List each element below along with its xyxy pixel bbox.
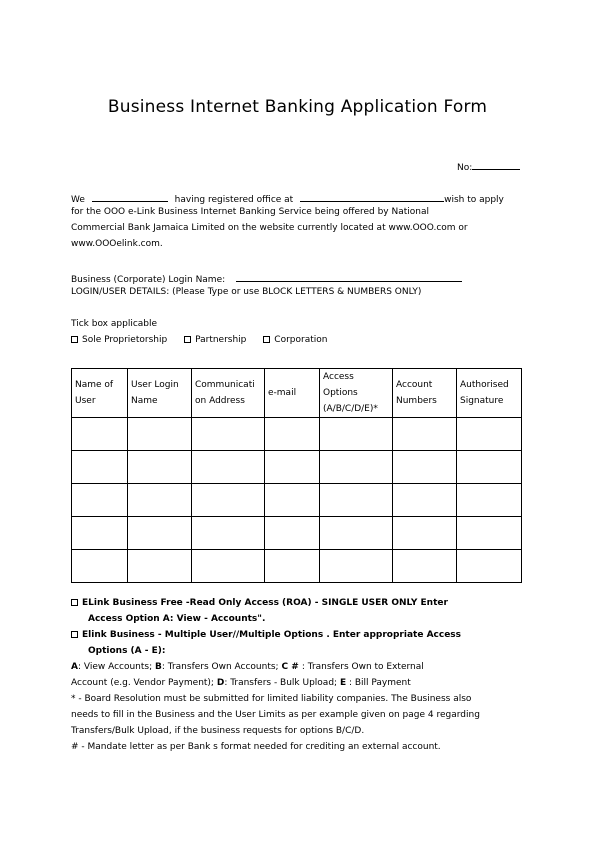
table-cell[interactable] xyxy=(457,517,522,550)
entity-type-options xyxy=(71,335,327,345)
table-cell[interactable] xyxy=(393,484,457,517)
access-legend-line1: A: View Accounts; B: Transfers Own Accounts; C # : Transfers Own to External xyxy=(71,662,424,672)
option-roa xyxy=(71,598,448,608)
checkbox-partnership[interactable] xyxy=(184,336,191,343)
option-label: Partnership xyxy=(195,335,247,345)
para-line-2: for the OOO e-Link Business Internet Banking Service being offered by National xyxy=(71,207,429,217)
header-account-numbers: Account Numbers xyxy=(393,369,457,418)
table-row xyxy=(72,550,522,583)
option-label: Corporation xyxy=(274,335,328,345)
note-mandate-letter: # - Mandate letter as per Bank s format needed for crediting an external account. xyxy=(71,742,441,752)
table-cell[interactable] xyxy=(192,550,265,583)
table-cell[interactable] xyxy=(128,451,192,484)
note-board-resolution: * - Board Resolution must be submitted for limited liability companies. The Business also xyxy=(71,694,472,704)
table-cell[interactable] xyxy=(72,484,128,517)
table-cell[interactable] xyxy=(128,550,192,583)
office-label: having registered office at xyxy=(174,195,294,205)
table-cell[interactable] xyxy=(265,550,320,583)
table-cell[interactable] xyxy=(265,517,320,550)
checkbox-corporation[interactable] xyxy=(263,336,270,343)
tick-heading: Tick box applicable xyxy=(71,319,158,329)
table-cell[interactable] xyxy=(192,484,265,517)
para-line-3: Commercial Bank Jamaica Limited on the website currently located at www.OOO.com or xyxy=(71,223,468,233)
form-number-label: No: xyxy=(457,163,473,173)
table-cell[interactable] xyxy=(128,484,192,517)
table-row xyxy=(72,418,522,451)
table-cell[interactable] xyxy=(393,418,457,451)
login-name-field[interactable] xyxy=(236,271,462,282)
option-roa-line2: Access Option A: View - Accounts". xyxy=(88,614,266,624)
header-name-of-user: Name of User xyxy=(72,369,128,418)
table-cell[interactable] xyxy=(265,418,320,451)
table-cell[interactable] xyxy=(192,418,265,451)
table-cell[interactable] xyxy=(72,418,128,451)
table-cell[interactable] xyxy=(72,517,128,550)
access-legend-line2: Account (e.g. Vendor Payment); D: Transfers - Bulk Upload; E : Bill Payment xyxy=(71,678,411,688)
login-details-heading: LOGIN/USER DETAILS: (Please Type or use BLOCK LETTERS & NUMBERS ONLY) xyxy=(71,287,422,297)
table-cell[interactable] xyxy=(265,451,320,484)
form-number xyxy=(457,159,520,173)
table-cell[interactable] xyxy=(320,418,393,451)
we-label: We xyxy=(71,195,85,205)
header-email: e-mail xyxy=(265,369,320,418)
note-line-3: Transfers/Bulk Upload, if the business requests for options B/C/D. xyxy=(71,726,365,736)
wish-label: wish to apply xyxy=(444,195,504,205)
table-cell[interactable] xyxy=(457,451,522,484)
table-cell[interactable] xyxy=(320,451,393,484)
table-cell[interactable] xyxy=(320,484,393,517)
note-line-2: needs to fill in the Business and the User Limits as per example given on page 4 regarding xyxy=(71,710,480,720)
checkbox-sole-proprietorship[interactable] xyxy=(71,336,78,343)
table-cell[interactable] xyxy=(128,517,192,550)
office-address-field[interactable] xyxy=(300,191,444,202)
header-access-options: Access Options (A/B/C/D/E)* xyxy=(320,369,393,418)
table-cell[interactable] xyxy=(457,418,522,451)
table-cell[interactable] xyxy=(393,550,457,583)
applicant-line xyxy=(71,191,504,205)
header-user-login-name: User Login Name xyxy=(128,369,192,418)
form-number-field[interactable] xyxy=(472,159,520,170)
login-name-row xyxy=(71,271,462,285)
option-roa-line1: ELink Business Free -Read Only Access (ROA) - SINGLE USER ONLY Enter xyxy=(82,598,448,608)
table-row xyxy=(72,517,522,550)
table-cell[interactable] xyxy=(192,451,265,484)
table-cell[interactable] xyxy=(72,451,128,484)
table-row xyxy=(72,451,522,484)
login-name-label: Business (Corporate) Login Name: xyxy=(71,275,226,285)
para-line-4: www.OOOelink.com. xyxy=(71,239,163,249)
table-cell[interactable] xyxy=(393,451,457,484)
option-multi-line1: Elink Business - Multiple User//Multiple Options . Enter appropriate Access xyxy=(82,630,462,640)
table-cell[interactable] xyxy=(457,484,522,517)
table-cell[interactable] xyxy=(320,550,393,583)
option-label: Sole Proprietorship xyxy=(82,335,168,345)
table-cell[interactable] xyxy=(457,550,522,583)
header-communication-address: Communicati on Address xyxy=(192,369,265,418)
header-authorised-signature: Authorised Signature xyxy=(457,369,522,418)
table-cell[interactable] xyxy=(265,484,320,517)
table-cell[interactable] xyxy=(128,418,192,451)
table-cell[interactable] xyxy=(393,517,457,550)
option-multi xyxy=(71,630,461,640)
table-header-row xyxy=(72,369,522,418)
form-title: Business Internet Banking Application Form xyxy=(107,97,488,117)
table-row xyxy=(72,484,522,517)
table-cell[interactable] xyxy=(192,517,265,550)
user-details-table xyxy=(71,368,522,583)
table-cell[interactable] xyxy=(320,517,393,550)
checkbox-multi-user[interactable] xyxy=(71,631,78,638)
company-name-field[interactable] xyxy=(92,191,168,202)
option-multi-line2: Options (A - E): xyxy=(88,646,166,656)
table-cell[interactable] xyxy=(72,550,128,583)
checkbox-roa[interactable] xyxy=(71,599,78,606)
